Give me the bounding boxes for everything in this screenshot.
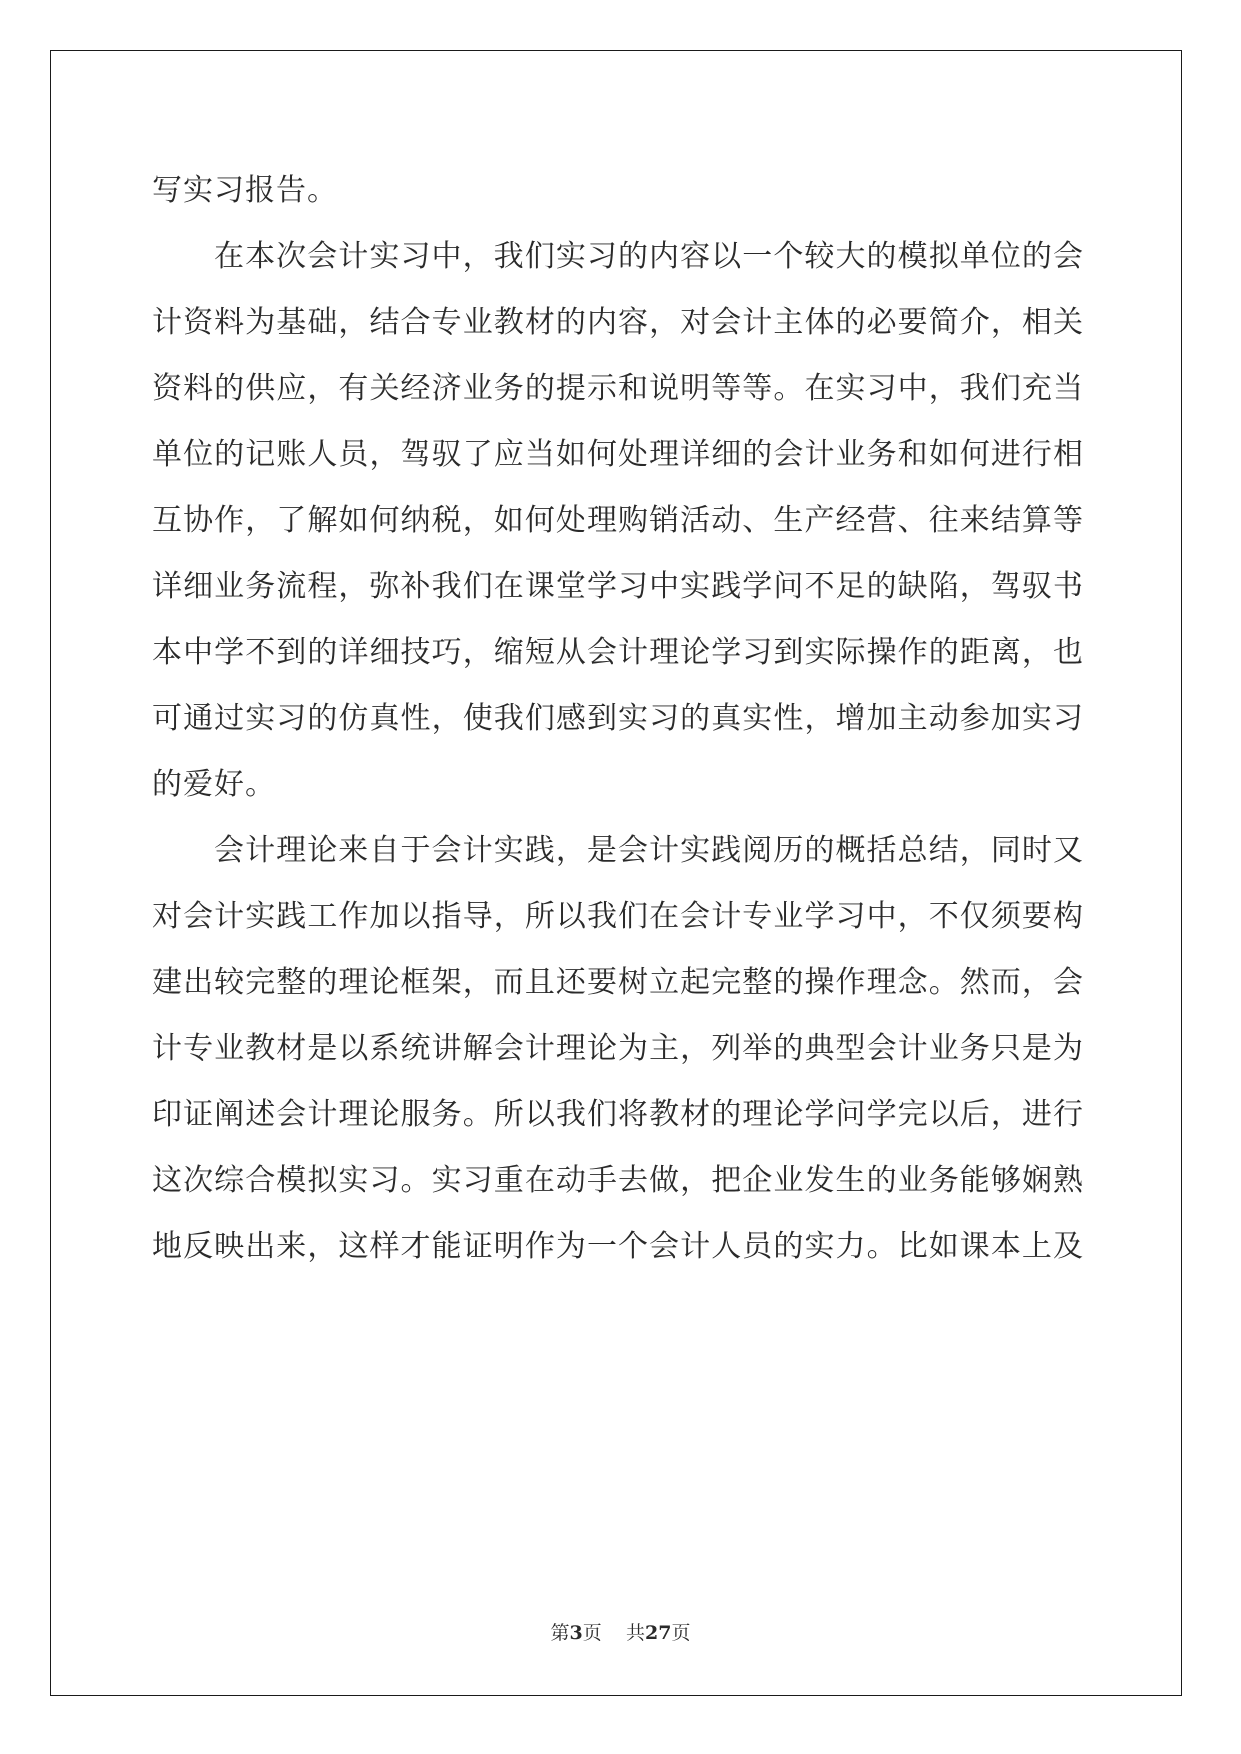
text-line: 会计理论来自于会计实践，是会计实践阅历的概括总结，同时又 (214, 833, 1084, 868)
footer-total-label: 页 (671, 1622, 691, 1644)
text-line: 可通过实习的仿真性，使我们感到实习的真实性，增加主动参加实习 (152, 701, 1084, 736)
text-line: 在本次会计实习中，我们实习的内容以一个较大的模拟单位的会 (214, 239, 1084, 274)
footer-page-label: 页 (582, 1622, 602, 1644)
text-line: 单位的记账人员，驾驭了应当如何处理详细的会计业务和如何进行相 (152, 437, 1084, 472)
text-line: 计资料为基础，结合专业教材的内容，对会计主体的必要简介，相关 (152, 305, 1084, 340)
text-line: 资料的供应，有关经济业务的提示和说明等等。在实习中，我们充当 (152, 371, 1084, 406)
text-line: 的爱好。 (152, 767, 276, 802)
text-line: 建出较完整的理论框架，而且还要树立起完整的操作理念。然而，会 (152, 965, 1084, 1000)
text-line: 对会计实践工作加以指导，所以我们在会计专业学习中，不仅须要构 (152, 899, 1084, 934)
text-line: 地反映出来，这样才能证明作为一个会计人员的实力。比如课本上及 (152, 1229, 1084, 1264)
total-page-number: 27 (644, 1622, 672, 1644)
current-page-number: 3 (569, 1622, 583, 1644)
text-line: 互协作，了解如何纳税，如何处理购销活动、生产经营、往来结算等 (152, 503, 1084, 538)
document-body (152, 158, 1084, 1280)
text-line: 印证阐述会计理论服务。所以我们将教材的理论学问学完以后，进行 (152, 1097, 1084, 1132)
text-line: 详细业务流程，弥补我们在课堂学习中实践学问不足的缺陷，驾驭书 (152, 569, 1084, 604)
text-line: 计专业教材是以系统讲解会计理论为主，列举的典型会计业务只是为 (152, 1031, 1084, 1066)
page-footer (0, 1618, 1241, 1645)
text-line: 这次综合模拟实习。实习重在动手去做，把企业发生的业务能够娴熟 (152, 1163, 1084, 1198)
text-line: 本中学不到的详细技巧，缩短从会计理论学习到实际操作的距离，也 (152, 635, 1084, 670)
text-line: 写实习报告。 (152, 173, 338, 208)
footer-total-prefix: 共 (625, 1622, 645, 1644)
footer-prefix: 第 (550, 1622, 570, 1644)
